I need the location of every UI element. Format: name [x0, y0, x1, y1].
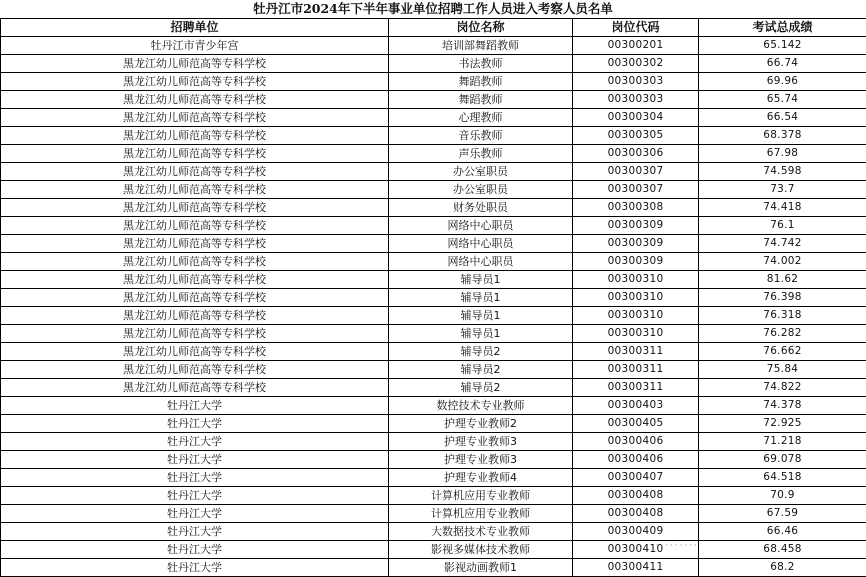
- col-header-score: 考试总成绩: [699, 19, 866, 37]
- cell-position: 护理专业教师4: [389, 469, 573, 487]
- cell-unit: 牡丹江大学: [1, 487, 389, 505]
- cell-score: 66.54: [699, 109, 866, 127]
- cell-score: 64.518: [699, 469, 866, 487]
- cell-code: 00300406: [573, 433, 699, 451]
- cell-score: 76.1: [699, 217, 866, 235]
- cell-code: 00300311: [573, 379, 699, 397]
- table-row: [1, 325, 866, 343]
- cell-unit: 黑龙江幼儿师范高等专科学校: [1, 361, 389, 379]
- table-row: [1, 415, 866, 433]
- cell-score: 68.458: [699, 541, 866, 559]
- cell-code: 00300406: [573, 451, 699, 469]
- cell-position: 舞蹈教师: [389, 73, 573, 91]
- cell-position: 辅导员1: [389, 325, 573, 343]
- cell-unit: 黑龙江幼儿师范高等专科学校: [1, 127, 389, 145]
- cell-score: 74.742: [699, 235, 866, 253]
- cell-score: 74.598: [699, 163, 866, 181]
- table-row: [1, 91, 866, 109]
- table-row: [1, 343, 866, 361]
- cell-unit: 黑龙江幼儿师范高等专科学校: [1, 163, 389, 181]
- cell-code: 00300309: [573, 235, 699, 253]
- table-row: [1, 487, 866, 505]
- cell-code: 00300307: [573, 163, 699, 181]
- cell-unit: 黑龙江幼儿师范高等专科学校: [1, 289, 389, 307]
- col-header-code: 岗位代码: [573, 19, 699, 37]
- cell-unit: 黑龙江幼儿师范高等专科学校: [1, 343, 389, 361]
- table-row: [1, 181, 866, 199]
- cell-unit: 牡丹江大学: [1, 523, 389, 541]
- table-row: [1, 163, 866, 181]
- cell-code: 00300410: [573, 541, 699, 559]
- cell-unit: 黑龙江幼儿师范高等专科学校: [1, 199, 389, 217]
- table-row: [1, 397, 866, 415]
- cell-code: 00300307: [573, 181, 699, 199]
- cell-code: 00300306: [573, 145, 699, 163]
- table-row: [1, 199, 866, 217]
- cell-unit: 黑龙江幼儿师范高等专科学校: [1, 145, 389, 163]
- table-row: [1, 145, 866, 163]
- table-body: [1, 37, 866, 577]
- cell-position: 辅导员1: [389, 307, 573, 325]
- header-row: [1, 19, 866, 37]
- cell-code: 00300409: [573, 523, 699, 541]
- cell-unit: 牡丹江大学: [1, 433, 389, 451]
- cell-position: 计算机应用专业教师: [389, 505, 573, 523]
- cell-score: 66.74: [699, 55, 866, 73]
- cell-position: 辅导员2: [389, 379, 573, 397]
- table-row: [1, 361, 866, 379]
- cell-position: 影视多媒体技术教师: [389, 541, 573, 559]
- cell-position: 网络中心职员: [389, 217, 573, 235]
- cell-position: 网络中心职员: [389, 235, 573, 253]
- cell-code: 00300310: [573, 325, 699, 343]
- table-row: [1, 253, 866, 271]
- cell-position: 辅导员2: [389, 343, 573, 361]
- cell-score: 74.378: [699, 397, 866, 415]
- cell-position: 护理专业教师2: [389, 415, 573, 433]
- cell-unit: 黑龙江幼儿师范高等专科学校: [1, 235, 389, 253]
- table-row: [1, 433, 866, 451]
- cell-code: 00300408: [573, 505, 699, 523]
- cell-unit: 黑龙江幼儿师范高等专科学校: [1, 379, 389, 397]
- table-row: [1, 217, 866, 235]
- cell-position: 培训部舞蹈教师: [389, 37, 573, 55]
- table-row: [1, 127, 866, 145]
- cell-code: 00300310: [573, 271, 699, 289]
- candidate-table: [0, 18, 866, 577]
- document-title: 牡丹江市2024年下半年事业单位招聘工作人员进入考察人员名单: [253, 1, 613, 16]
- cell-score: 67.59: [699, 505, 866, 523]
- table-row: [1, 307, 866, 325]
- cell-position: 网络中心职员: [389, 253, 573, 271]
- table-row: [1, 505, 866, 523]
- cell-code: 00300303: [573, 91, 699, 109]
- cell-code: 00300309: [573, 253, 699, 271]
- watermark: ·········: [655, 538, 699, 552]
- cell-unit: 牡丹江大学: [1, 415, 389, 433]
- cell-position: 舞蹈教师: [389, 91, 573, 109]
- cell-score: 76.662: [699, 343, 866, 361]
- table-row: [1, 451, 866, 469]
- table-row: [1, 55, 866, 73]
- cell-score: 74.418: [699, 199, 866, 217]
- cell-position: 数控技术专业教师: [389, 397, 573, 415]
- cell-score: 70.9: [699, 487, 866, 505]
- cell-code: 00300311: [573, 361, 699, 379]
- cell-unit: 黑龙江幼儿师范高等专科学校: [1, 109, 389, 127]
- cell-position: 计算机应用专业教师: [389, 487, 573, 505]
- cell-code: 00300308: [573, 199, 699, 217]
- table-row: [1, 559, 866, 577]
- cell-score: 75.84: [699, 361, 866, 379]
- cell-code: 00300302: [573, 55, 699, 73]
- cell-position: 声乐教师: [389, 145, 573, 163]
- cell-code: 00300303: [573, 73, 699, 91]
- cell-position: 护理专业教师3: [389, 433, 573, 451]
- cell-score: 81.62: [699, 271, 866, 289]
- cell-unit: 牡丹江大学: [1, 559, 389, 577]
- cell-score: 65.74: [699, 91, 866, 109]
- cell-position: 心理教师: [389, 109, 573, 127]
- cell-code: 00300411: [573, 559, 699, 577]
- cell-unit: 黑龙江幼儿师范高等专科学校: [1, 73, 389, 91]
- cell-code: 00300304: [573, 109, 699, 127]
- cell-score: 67.98: [699, 145, 866, 163]
- cell-code: 00300201: [573, 37, 699, 55]
- cell-score: 76.282: [699, 325, 866, 343]
- cell-unit: 牡丹江大学: [1, 451, 389, 469]
- cell-unit: 黑龙江幼儿师范高等专科学校: [1, 307, 389, 325]
- table-row: [1, 541, 866, 559]
- table-row: [1, 235, 866, 253]
- table-row: [1, 73, 866, 91]
- cell-unit: 黑龙江幼儿师范高等专科学校: [1, 271, 389, 289]
- table-row: [1, 289, 866, 307]
- table-row: [1, 469, 866, 487]
- cell-position: 书法教师: [389, 55, 573, 73]
- cell-score: 73.7: [699, 181, 866, 199]
- cell-code: 00300310: [573, 289, 699, 307]
- cell-position: 大数据技术专业教师: [389, 523, 573, 541]
- cell-position: 辅导员2: [389, 361, 573, 379]
- cell-unit: 牡丹江大学: [1, 397, 389, 415]
- cell-score: 69.96: [699, 73, 866, 91]
- cell-unit: 牡丹江大学: [1, 469, 389, 487]
- cell-position: 辅导员1: [389, 289, 573, 307]
- cell-unit: 黑龙江幼儿师范高等专科学校: [1, 325, 389, 343]
- table-row: [1, 523, 866, 541]
- cell-code: 00300408: [573, 487, 699, 505]
- cell-unit: 黑龙江幼儿师范高等专科学校: [1, 217, 389, 235]
- cell-score: 68.2: [699, 559, 866, 577]
- cell-unit: 黑龙江幼儿师范高等专科学校: [1, 91, 389, 109]
- cell-unit: 黑龙江幼儿师范高等专科学校: [1, 253, 389, 271]
- cell-position: 影视动画教师1: [389, 559, 573, 577]
- cell-unit: 牡丹江大学: [1, 505, 389, 523]
- cell-code: 00300407: [573, 469, 699, 487]
- cell-score: 71.218: [699, 433, 866, 451]
- table-row: [1, 109, 866, 127]
- cell-score: 65.142: [699, 37, 866, 55]
- col-header-position: 岗位名称: [389, 19, 573, 37]
- cell-code: 00300310: [573, 307, 699, 325]
- cell-score: 74.822: [699, 379, 866, 397]
- cell-score: 76.318: [699, 307, 866, 325]
- table-row: [1, 379, 866, 397]
- cell-unit: 牡丹江大学: [1, 541, 389, 559]
- cell-unit: 黑龙江幼儿师范高等专科学校: [1, 55, 389, 73]
- table-row: [1, 271, 866, 289]
- cell-position: 音乐教师: [389, 127, 573, 145]
- cell-code: 00300405: [573, 415, 699, 433]
- cell-unit: 牡丹江市青少年宫: [1, 37, 389, 55]
- cell-position: 办公室职员: [389, 163, 573, 181]
- cell-position: 办公室职员: [389, 181, 573, 199]
- cell-code: 00300309: [573, 217, 699, 235]
- cell-score: 72.925: [699, 415, 866, 433]
- cell-code: 00300305: [573, 127, 699, 145]
- cell-unit: 黑龙江幼儿师范高等专科学校: [1, 181, 389, 199]
- table-row: [1, 37, 866, 55]
- cell-code: 00300403: [573, 397, 699, 415]
- cell-score: 74.002: [699, 253, 866, 271]
- cell-score: 69.078: [699, 451, 866, 469]
- cell-position: 辅导员1: [389, 271, 573, 289]
- col-header-unit: 招聘单位: [1, 19, 389, 37]
- cell-score: 68.378: [699, 127, 866, 145]
- cell-code: 00300311: [573, 343, 699, 361]
- cell-position: 护理专业教师3: [389, 451, 573, 469]
- cell-score: 66.46: [699, 523, 866, 541]
- cell-position: 财务处职员: [389, 199, 573, 217]
- cell-score: 76.398: [699, 289, 866, 307]
